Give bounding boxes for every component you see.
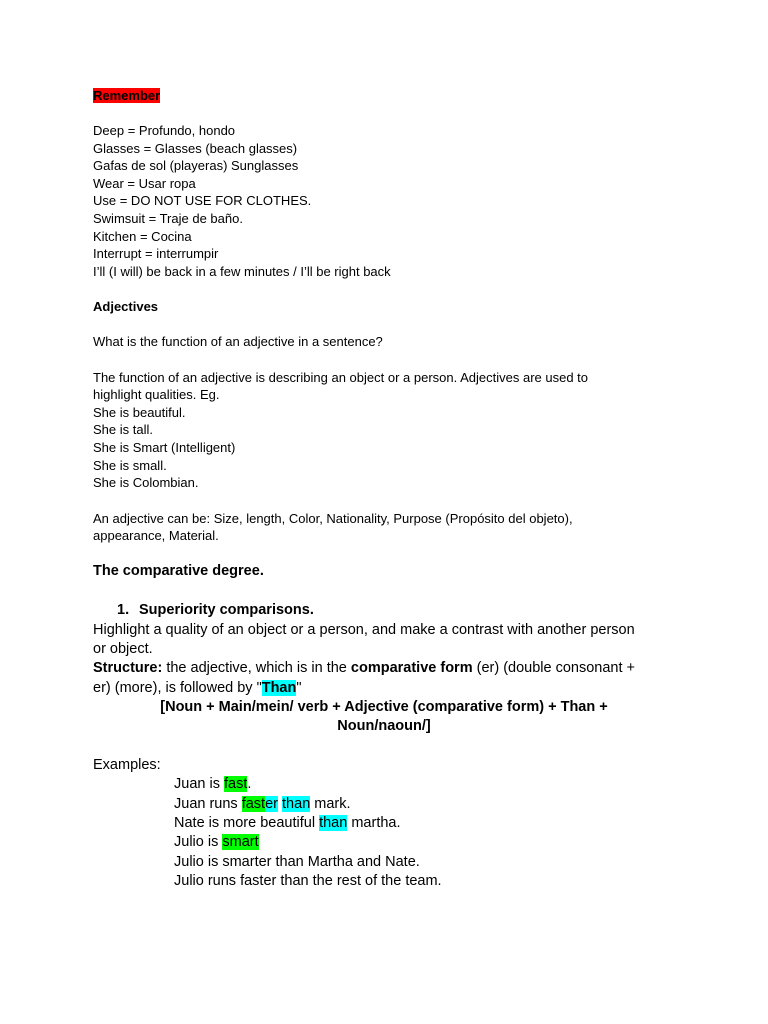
adjectives-question: What is the function of an adjective in a sentence? — [93, 334, 383, 349]
structure-formula: [Noun + Main/mein/ verb + Adjective (comparative form) + Than + — [160, 699, 608, 715]
superiority-description: or object. — [93, 641, 153, 657]
vocab-line: Kitchen = Cocina — [93, 229, 192, 244]
vocab-line: Swimsuit = Traje de baño. — [93, 211, 243, 226]
list-number: 1. — [117, 602, 130, 618]
vocab-line: Glasses = Glasses (beach glasses) — [93, 141, 298, 156]
than-highlight: than — [282, 796, 311, 812]
vocab-line: Interrupt = interrumpir — [93, 246, 219, 261]
structure-line: Structure: the adjective, which is in the comparative form (er) (double consonant + — [93, 660, 636, 676]
than-highlight: than — [319, 815, 348, 831]
adjective-example: She is Smart (Intelligent) — [93, 440, 236, 455]
vocab-line: Use = DO NOT USE FOR CLOTHES. — [93, 193, 312, 208]
vocab-line: Deep = Profundo, hondo — [93, 123, 236, 138]
example-sentence: Nate is more beautiful than martha. — [174, 815, 401, 831]
comparative-form-term: comparative form — [350, 660, 473, 676]
vocab-line: Wear = Usar ropa — [93, 176, 196, 191]
adjectives-heading: Adjectives — [93, 299, 159, 314]
example-sentence: Juan runs faster than mark. — [174, 796, 351, 812]
structure-label: Structure: — [93, 660, 163, 676]
adjective-highlight: smart — [222, 834, 259, 850]
adjective-highlight: fast — [241, 796, 266, 812]
superiority-description: Highlight a quality of an object or a person, and make a contrast with another person — [93, 622, 635, 638]
example-sentence: Julio is smarter than Martha and Nate. — [174, 854, 420, 870]
adjective-types: An adjective can be: Size, length, Color, Nationality, Purpose (Propósito del objeto), — [93, 511, 573, 526]
structure-formula: Noun/naoun/] — [337, 718, 431, 734]
adjective-example: She is Colombian. — [93, 475, 199, 490]
suffix-highlight: er — [265, 796, 278, 812]
adjective-example: She is tall. — [93, 422, 153, 437]
adjective-highlight: fast — [223, 776, 248, 792]
examples-label: Examples: — [93, 757, 161, 773]
adjective-types: appearance, Material. — [93, 528, 219, 543]
adjectives-answer: The function of an adjective is describing an object or a person. Adjectives are used to — [93, 370, 589, 385]
structure-line: er) (more), is followed by "Than" — [93, 680, 302, 696]
example-sentence: Juan is fast. — [174, 776, 252, 792]
example-sentence: Julio is smart — [174, 834, 259, 850]
than-highlight: Than — [261, 680, 297, 696]
adjective-example: She is small. — [93, 458, 167, 473]
vocab-line: Gafas de sol (playeras) Sunglasses — [93, 158, 299, 173]
example-sentence: Julio runs faster than the rest of the team. — [174, 873, 442, 889]
remember-heading: Remember — [93, 88, 161, 103]
adjectives-answer: highlight qualities. Eg. — [93, 387, 220, 402]
adjective-example: She is beautiful. — [93, 405, 186, 420]
comparative-heading: The comparative degree. — [93, 563, 264, 579]
superiority-title: Superiority comparisons. — [139, 602, 314, 618]
vocab-line: I’ll (I will) be back in a few minutes / I’ll be right back — [93, 264, 391, 279]
